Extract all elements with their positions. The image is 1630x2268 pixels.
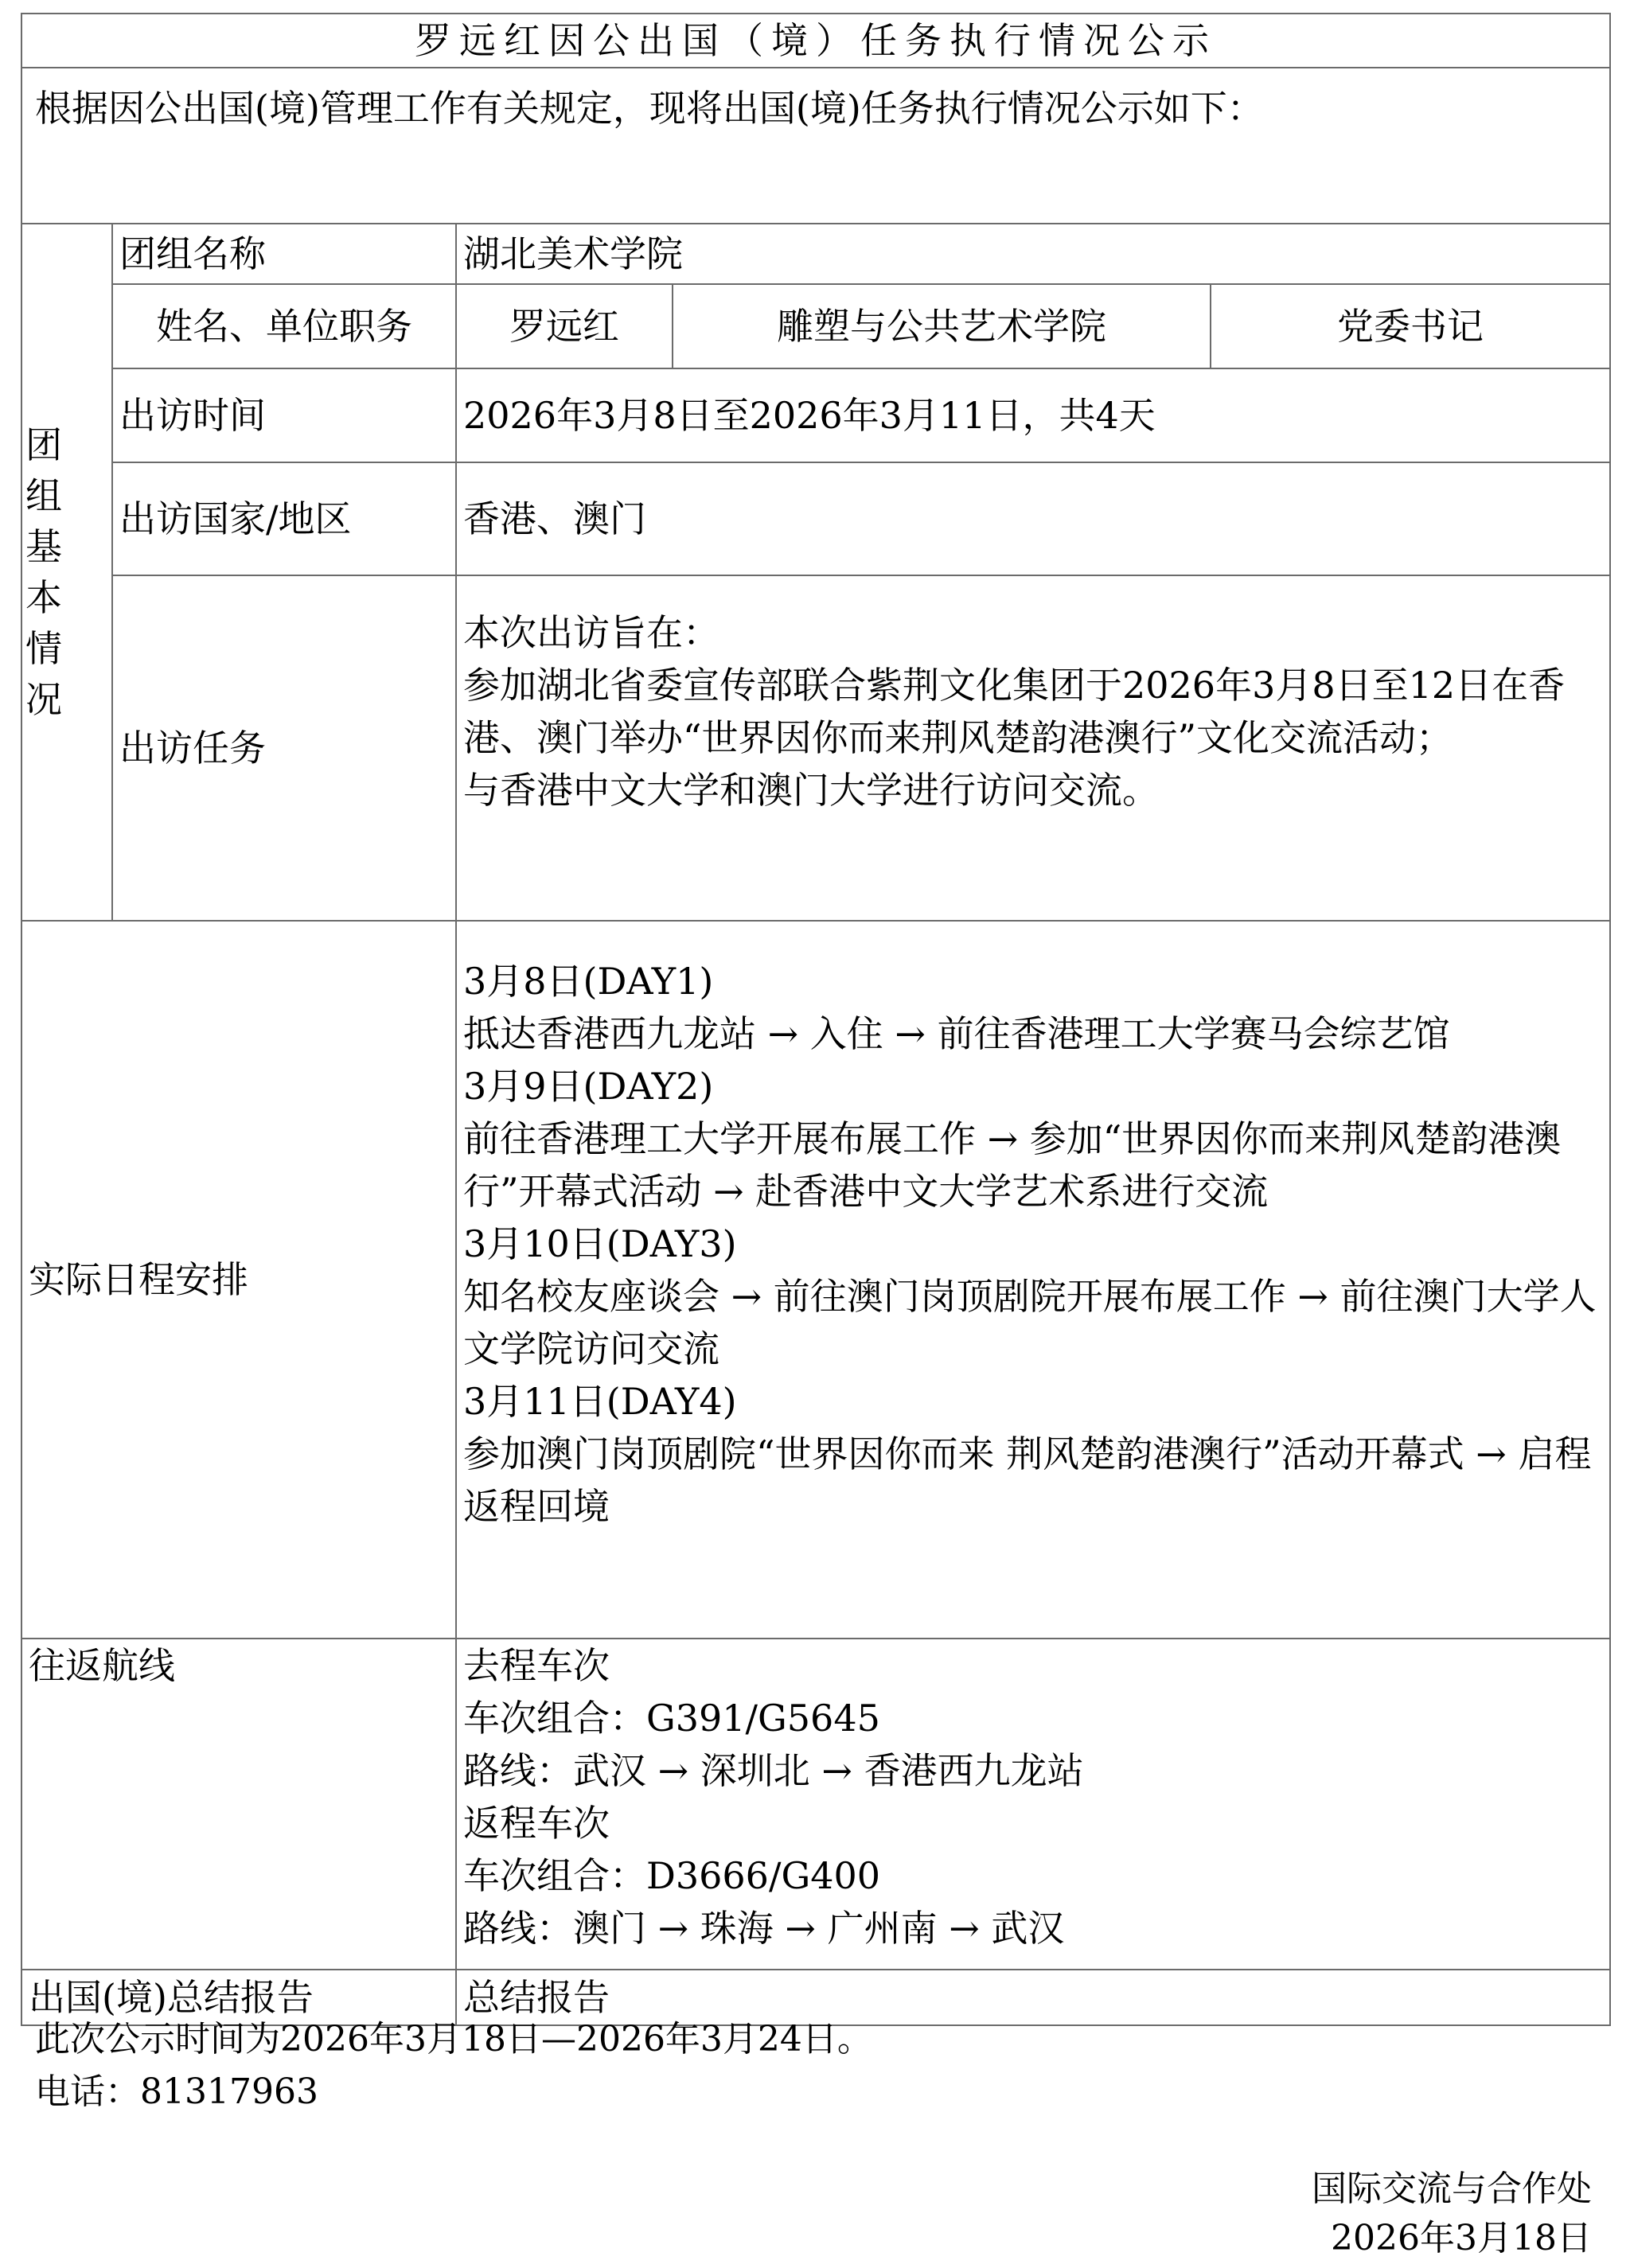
task-line: 本次出访旨在： <box>463 611 719 654</box>
report-link[interactable]: 总结报告 <box>456 1970 1610 2025</box>
section-label-text: 团组基本情况 <box>25 423 62 721</box>
schedule-detail: 知名校友座谈会 → 前往澳门岗顶剧院开展布展工作 → 前往澳门大学人文学院访问交流 <box>463 1275 1597 1370</box>
info-table <box>21 13 1611 2026</box>
person-position: 党委书记 <box>1211 284 1610 368</box>
page-title: 罗远红因公出国（境）任务执行情况公示 <box>21 14 1610 68</box>
signature-block <box>1312 2165 1592 2263</box>
section-label <box>21 224 112 921</box>
task-line: 参加湖北省委宣传部联合紫荆文化集团于2026年3月8日至12日在香港、澳门举办“世界因你而来荆风楚韵港澳行”文化交流活动； <box>463 664 1566 759</box>
task-value <box>456 575 1610 921</box>
route-line: 车次组合：D3666/G400 <box>463 1854 880 1897</box>
person-label: 姓名、单位职务 <box>112 284 456 368</box>
schedule-date: 3月11日(DAY4) <box>463 1380 737 1423</box>
task-line: 与香港中文大学和澳门大学进行访问交流。 <box>463 769 1159 812</box>
report-label: 出国(境)总结报告 <box>21 1970 456 2025</box>
route-line: 去程车次 <box>463 1644 610 1687</box>
team-name-value: 湖北美术学院 <box>456 224 1610 284</box>
intro-text: 根据因公出国(境)管理工作有关规定，现将出国(境)任务执行情况公示如下： <box>35 87 1264 130</box>
route-line: 车次组合：G391/G5645 <box>463 1697 880 1740</box>
contact-phone: 电话：81317963 <box>35 2071 318 2112</box>
schedule-label: 实际日程安排 <box>21 921 456 1639</box>
schedule-value <box>456 921 1610 1639</box>
footer <box>35 2013 872 2118</box>
time-label: 出访时间 <box>112 368 456 462</box>
country-label: 出访国家/地区 <box>112 462 456 575</box>
notice-period: 此次公示时间为2026年3月18日—2026年3月24日。 <box>35 2019 872 2060</box>
schedule-detail: 抵达香港西九龙站 → 入住 → 前往香港理工大学赛马会综艺馆 <box>463 1012 1450 1055</box>
route-line: 路线：武汉 → 深圳北 → 香港西九龙站 <box>463 1749 1084 1792</box>
schedule-date: 3月9日(DAY2) <box>463 1065 714 1108</box>
schedule-date: 3月10日(DAY3) <box>463 1222 737 1265</box>
route-line: 返程车次 <box>463 1802 610 1845</box>
task-label: 出访任务 <box>112 575 456 921</box>
signature-date: 2026年3月18日 <box>1331 2218 1592 2258</box>
country-value: 香港、澳门 <box>456 462 1610 575</box>
schedule-detail: 前往香港理工大学开展布展工作 → 参加“世界因你而来荆风楚韵港澳行”开幕式活动 → 赴香港中文大学艺术系进行交流 <box>463 1117 1562 1213</box>
route-line: 路线：澳门 → 珠海 → 广州南 → 武汉 <box>463 1907 1065 1950</box>
notice-document <box>21 13 1609 2026</box>
time-value: 2026年3月8日至2026年3月11日，共4天 <box>456 368 1610 462</box>
schedule-detail: 参加澳门岗顶剧院“世界因你而来 荆风楚韵港澳行”活动开幕式 → 启程返程回境 <box>463 1432 1592 1528</box>
team-name-label: 团组名称 <box>112 224 456 284</box>
route-value <box>456 1639 1610 1970</box>
person-name: 罗远红 <box>456 284 673 368</box>
signature-org: 国际交流与合作处 <box>1312 2169 1592 2209</box>
schedule-date: 3月8日(DAY1) <box>463 960 714 1003</box>
person-unit: 雕塑与公共艺术学院 <box>673 284 1211 368</box>
route-label: 往返航线 <box>21 1639 456 1970</box>
